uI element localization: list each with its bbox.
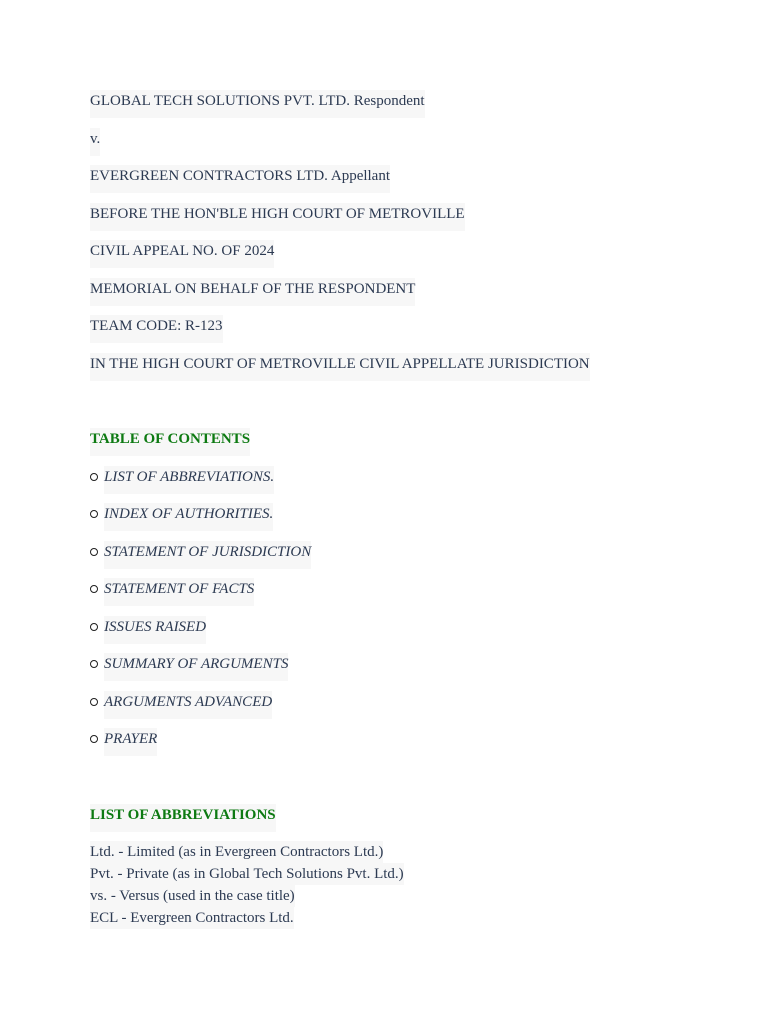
abbreviation-entry (90, 885, 690, 907)
versus-text: v. (90, 128, 100, 156)
abbreviation-text: Pvt. - Private (as in Global Tech Solutions Pvt. Ltd.) (90, 863, 404, 885)
toc-heading-row (90, 428, 690, 466)
abbreviation-text: ECL - Evergreen Contractors Ltd. (90, 907, 294, 929)
appellant-party: EVERGREEN CONTRACTORS LTD. Appellant (90, 165, 390, 193)
abbreviation-text: vs. - Versus (used in the case title) (90, 885, 295, 907)
abbreviations-heading-row (90, 804, 690, 842)
toc-link-prayer[interactable]: PRAYER (104, 728, 157, 756)
toc-link-facts[interactable]: STATEMENT OF FACTS (104, 578, 254, 606)
abbreviation-entry (90, 863, 690, 885)
abbreviation-entry (90, 907, 690, 929)
cover-line (90, 240, 690, 278)
toc-link-issues[interactable]: ISSUES RAISED (104, 616, 206, 644)
bullet-circle-icon (90, 660, 98, 668)
cover-block (90, 90, 690, 390)
appeal-number: CIVIL APPEAL NO. OF 2024 (90, 240, 274, 268)
toc-item[interactable] (90, 691, 690, 729)
toc-link-summary[interactable]: SUMMARY OF ARGUMENTS (104, 653, 288, 681)
toc-link-authorities[interactable]: INDEX OF AUTHORITIES. (104, 503, 273, 531)
cover-line (90, 203, 690, 241)
cover-line (90, 128, 690, 166)
bullet-circle-icon (90, 473, 98, 481)
cover-line (90, 278, 690, 316)
bullet-circle-icon (90, 698, 98, 706)
cover-line (90, 315, 690, 353)
toc-title: TABLE OF CONTENTS (90, 428, 250, 456)
toc-item[interactable] (90, 578, 690, 616)
abbreviation-text: Ltd. - Limited (as in Evergreen Contractors Ltd.) (90, 841, 383, 863)
respondent-party: GLOBAL TECH SOLUTIONS PVT. LTD. Respondent (90, 90, 425, 118)
bullet-circle-icon (90, 735, 98, 743)
toc-link-abbreviations[interactable]: LIST OF ABBREVIATIONS. (104, 466, 274, 494)
cover-line (90, 90, 690, 128)
toc-item[interactable] (90, 653, 690, 691)
toc-item[interactable] (90, 541, 690, 579)
cover-line (90, 353, 690, 391)
bullet-circle-icon (90, 623, 98, 631)
abbreviations-list (90, 841, 690, 929)
bullet-circle-icon (90, 510, 98, 518)
bullet-circle-icon (90, 548, 98, 556)
bullet-circle-icon (90, 585, 98, 593)
abbreviation-entry (90, 841, 690, 863)
team-code: TEAM CODE: R-123 (90, 315, 223, 343)
toc-item[interactable] (90, 503, 690, 541)
toc-list (90, 466, 690, 766)
toc-item[interactable] (90, 728, 690, 766)
cover-line (90, 165, 690, 203)
toc-item[interactable] (90, 466, 690, 504)
toc-link-arguments[interactable]: ARGUMENTS ADVANCED (104, 691, 272, 719)
abbreviations-title: LIST OF ABBREVIATIONS (90, 804, 276, 832)
document-page (90, 90, 690, 929)
jurisdiction-line: IN THE HIGH COURT OF METROVILLE CIVIL APPELLATE JURISDICTION (90, 353, 590, 381)
toc-link-jurisdiction[interactable]: STATEMENT OF JURISDICTION (104, 541, 311, 569)
memorial-title: MEMORIAL ON BEHALF OF THE RESPONDENT (90, 278, 415, 306)
court-heading: BEFORE THE HON'BLE HIGH COURT OF METROVILLE (90, 203, 465, 231)
toc-item[interactable] (90, 616, 690, 654)
